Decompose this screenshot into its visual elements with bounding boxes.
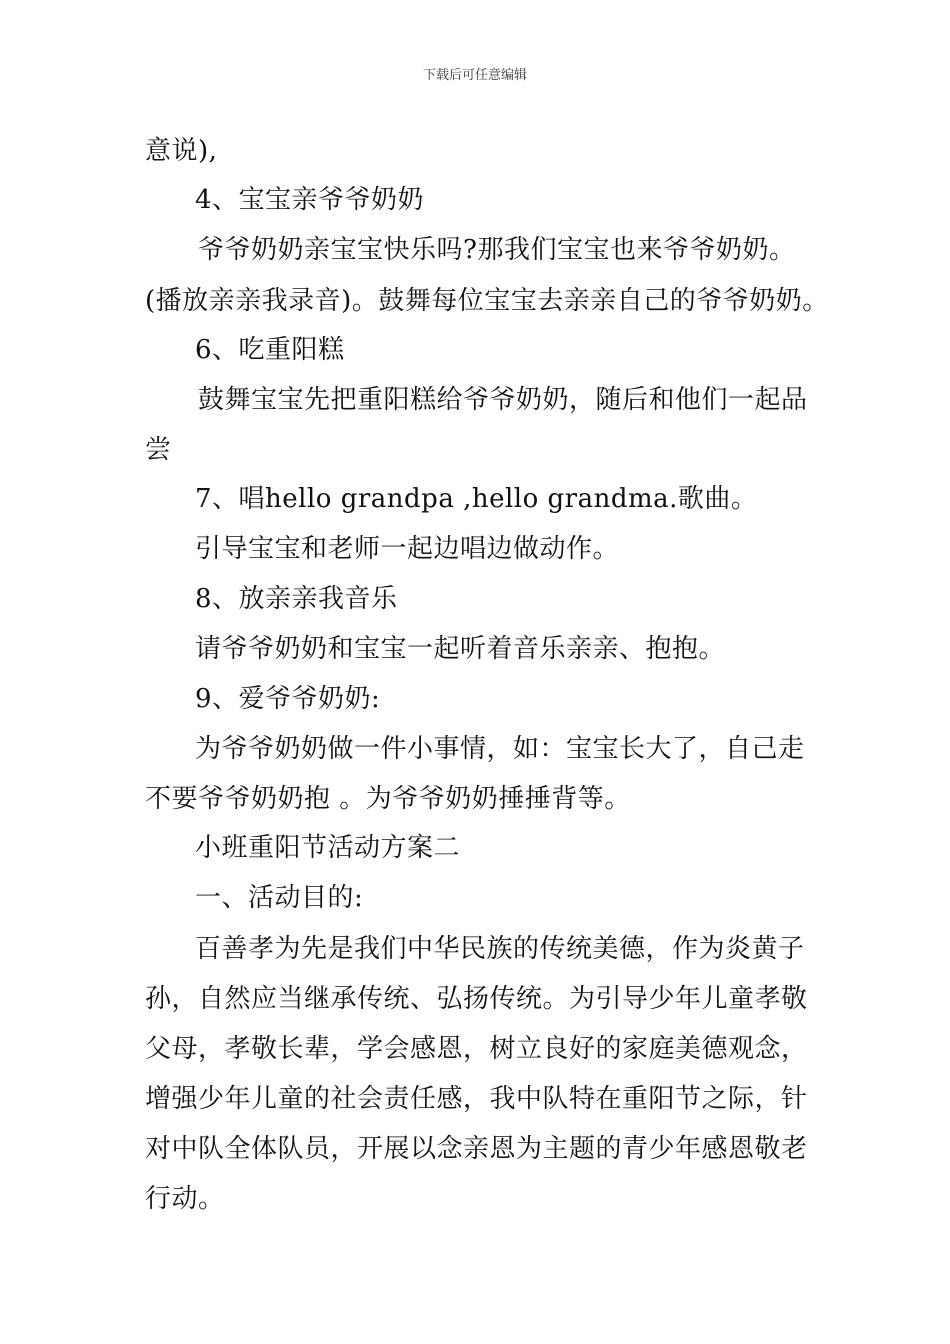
page-header: 下载后可任意编辑 bbox=[422, 68, 527, 83]
section-heading: 6、吃重阳糕 bbox=[195, 335, 345, 365]
text-line: 对中队全体队员，开展以念亲恩为主题的青少年感恩敬老 bbox=[145, 1134, 808, 1164]
text-line: (播放亲亲我录音)。鼓舞每位宝宝去亲亲自己的爷爷奶奶。 bbox=[145, 286, 829, 316]
text-line: 不要爷爷奶奶抱 。为爷爷奶奶捶捶背等。 bbox=[145, 784, 631, 814]
text-line: 引导宝宝和老师一起边唱边做动作。 bbox=[195, 534, 620, 564]
text-line: 意说), bbox=[145, 136, 218, 166]
section-heading: 9、爱爷爷奶奶: bbox=[195, 684, 381, 714]
section-heading: 一、活动目的: bbox=[195, 883, 364, 913]
text-line: 增强少年儿童的社会责任感，我中队特在重阳节之际，针 bbox=[145, 1084, 808, 1114]
text-line: 孙，自然应当继承传统、弘扬传统。为引导少年儿童孝敬 bbox=[145, 984, 808, 1014]
section-heading: 7、唱hello grandpa ,hello grandma.歌曲。 bbox=[195, 484, 758, 514]
text-line: 行动。 bbox=[145, 1184, 225, 1214]
text-line: 父母，孝敬长辈，学会感恩，树立良好的家庭美德观念， bbox=[145, 1034, 808, 1064]
section-title: 小班重阳节活动方案二 bbox=[195, 833, 461, 863]
section-heading: 8、放亲亲我音乐 bbox=[195, 584, 398, 614]
text-line: 为爷爷奶奶做一件小事情，如：宝宝长大了，自己走 bbox=[195, 734, 805, 764]
text-line: 爷爷奶奶亲宝宝快乐吗?那我们宝宝也来爷爷奶奶。 bbox=[198, 235, 796, 265]
text-line: 百善孝为先是我们中华民族的传统美德，作为炎黄子 bbox=[195, 934, 805, 964]
text-line: 请爷爷奶奶和宝宝一起听着音乐亲亲、抱抱。 bbox=[195, 634, 726, 664]
text-line: 尝 bbox=[145, 435, 172, 465]
text-line: 鼓舞宝宝先把重阳糕给爷爷奶奶，随后和他们一起品 bbox=[198, 385, 808, 415]
section-heading: 4、宝宝亲爷爷奶奶 bbox=[195, 185, 425, 215]
